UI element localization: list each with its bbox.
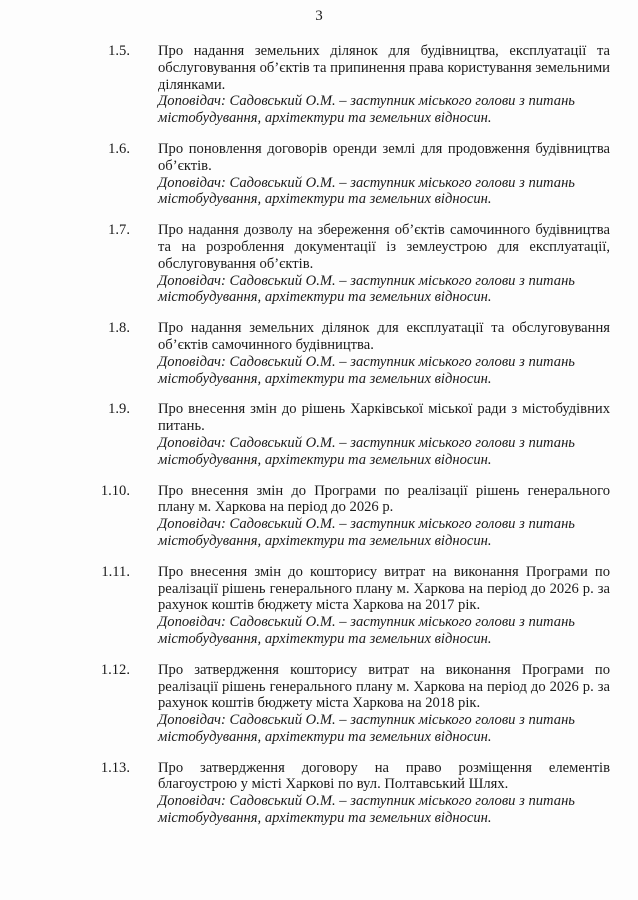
agenda-item-title: Про надання дозволу на збереження об’єктів самочинного будівництва та на розроблення документації із землеустрою для експлуатації, обслуговування об’єктів. — [158, 222, 610, 272]
agenda-item-speaker-domain: містобудування, архітектури та земельних відносин. — [158, 289, 492, 306]
agenda-item-title: Про внесення змін до рішень Харківської міської ради з містобудівних питань. — [158, 401, 610, 435]
agenda-item-speaker-domain: містобудування, архітектури та земельних відносин. — [158, 110, 492, 127]
agenda-item-speaker-role: Доповідач: Садовський О.М. – заступник міського голови з питань — [158, 793, 575, 810]
agenda-item-speaker-role: Доповідач: Садовський О.М. – заступник міського голови з питань — [158, 516, 575, 533]
agenda-item-speaker-domain: містобудування, архітектури та земельних відносин. — [158, 532, 492, 549]
agenda-item-speaker-role: Доповідач: Садовський О.М. – заступник міського голови з питань — [158, 712, 575, 729]
agenda-item-number: 1.5. — [108, 43, 130, 59]
agenda-item-speaker-domain: містобудування, архітектури та земельних відносин. — [158, 451, 492, 468]
agenda-item — [0, 760, 638, 827]
agenda-item-speaker-role: Доповідач: Садовський О.М. – заступник міського голови з питань — [158, 174, 575, 191]
agenda-item-number: 1.8. — [108, 320, 130, 337]
agenda-item-number: 1.12. — [100, 661, 130, 678]
agenda-item-number: 1.13. — [100, 759, 130, 776]
agenda-item-number: 1.6. — [108, 140, 130, 157]
agenda-item — [0, 141, 638, 208]
agenda-item-number: 1.7. — [108, 222, 130, 239]
page-number: 3 — [315, 8, 323, 24]
agenda-list — [0, 43, 638, 841]
agenda-item — [0, 564, 638, 648]
agenda-item-title: Про затвердження кошторису витрат на виконання Програми по реалізації рішень генерального плану м. Харкова на період до 2026 р. за рахунок коштів бюджету міста Харкова на 2018 рік. — [158, 661, 610, 712]
agenda-item-speaker-role: Доповідач: Садовський О.М. – заступник міського голови з питань — [158, 434, 575, 451]
agenda-item-speaker-role: Доповідач: Садовський О.М. – заступник міського голови з питань — [158, 272, 575, 289]
agenda-item — [0, 222, 638, 306]
agenda-item-number: 1.9. — [108, 401, 130, 418]
agenda-item — [0, 662, 638, 746]
agenda-item-title: Про внесення змін до Програми по реалізації рішень генерального плану м. Харкова на період до 2026 р. — [158, 482, 610, 516]
agenda-item — [0, 483, 638, 550]
agenda-item — [0, 320, 638, 387]
agenda-item — [0, 401, 638, 468]
agenda-item-title: Про надання земельних ділянок для будівництва, експлуатації та обслуговування об’єктів та припинення права користування земельними ділянками. — [158, 43, 610, 93]
agenda-item-speaker-role: Доповідач: Садовський О.М. – заступник міського голови з питань — [158, 614, 575, 631]
agenda-item-speaker-domain: містобудування, архітектури та земельних відносин. — [158, 810, 492, 827]
agenda-item — [0, 43, 638, 127]
agenda-item-speaker-domain: містобудування, архітектури та земельних відносин. — [158, 630, 492, 647]
agenda-item-number: 1.10. — [100, 482, 130, 499]
agenda-item-speaker-domain: містобудування, архітектури та земельних відносин. — [158, 728, 492, 745]
agenda-item-number: 1.11. — [101, 563, 130, 580]
agenda-item-title: Про внесення змін до кошторису витрат на виконання Програми по реалізації рішень генерального плану м. Харкова на період до 2026 р. за рахунок коштів бюджету міста Харкова на 2017 рік. — [158, 563, 610, 614]
agenda-item-speaker-domain: містобудування, архітектури та земельних відносин. — [158, 370, 492, 387]
agenda-item-title: Про поновлення договорів оренди землі для продовження будівництва об’єктів. — [158, 140, 610, 174]
agenda-item-speaker-role: Доповідач: Садовський О.М. – заступник міського голови з питань — [158, 353, 575, 370]
agenda-item-speaker-domain: містобудування, архітектури та земельних відносин. — [158, 191, 492, 208]
agenda-item-title: Про надання земельних ділянок для експлуатації та обслуговування об’єктів самочинного будівництва. — [158, 320, 610, 353]
agenda-item-title: Про затвердження договору на право розміщення елементів благоустрою у місті Харкові по вул. Полтавський Шлях. — [158, 759, 610, 793]
agenda-item-speaker-role: Доповідач: Садовський О.М. – заступник міського голови з питань — [158, 93, 575, 110]
